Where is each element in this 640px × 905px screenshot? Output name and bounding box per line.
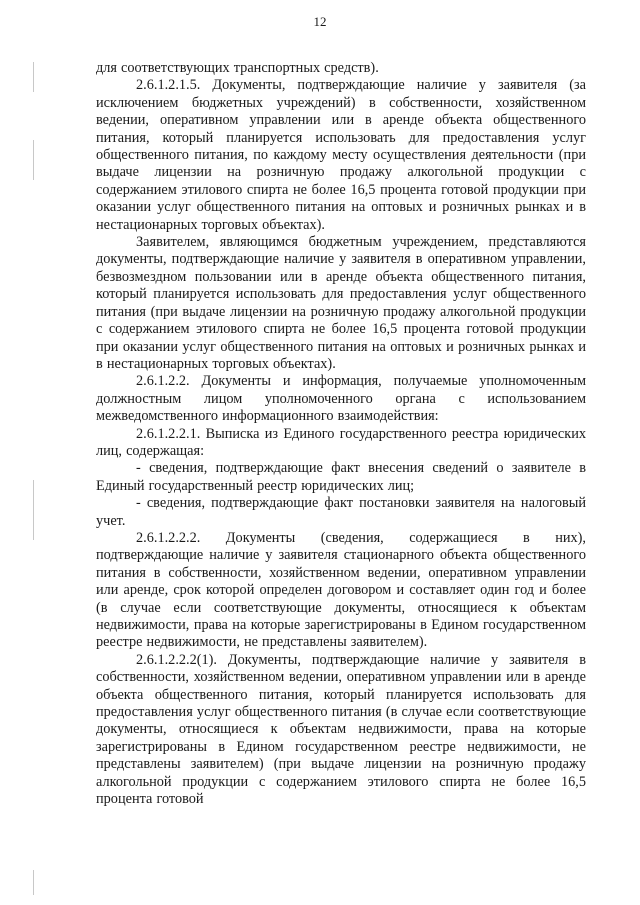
- list-item-tax-registration: - сведения, подтверждающие факт постановки заявителя на налоговый учет.: [96, 495, 586, 529]
- scan-margin-mark: [33, 870, 34, 895]
- scan-margin-mark: [33, 62, 34, 92]
- paragraph-2-6-1-2-1-5: 2.6.1.2.1.5. Документы, подтверждающие наличие у заявителя (за исключением бюджетных учреждений) в собственности, хозяйственном ведении, оперативном управлении или в аренде объекта общественного питания, который планируется использовать для предоставления услуг общественного питания, по каждому месту осуществления деятельности (при выдаче лицензии на розничную продажу алкогольной продукции с содержанием этилового спирта не более 16,5 процента готовой продукции при оказании услуг общественного питания на оптовых и розничных рынках и в нестационарных торговых объектах).: [96, 77, 586, 233]
- document-body: [96, 60, 586, 808]
- paragraph-2-6-1-2-2: 2.6.1.2.2. Документы и информация, получаемые уполномоченным должностным лицом уполномоченного органа с использованием межведомственного информационного взаимодействия:: [96, 373, 586, 425]
- list-item-registry-entry: - сведения, подтверждающие факт внесения сведений о заявителе в Единый государственный реестр юридических лиц;: [96, 460, 586, 494]
- scan-margin-mark: [33, 480, 34, 540]
- paragraph-2-6-1-2-2-2-1: 2.6.1.2.2.2(1). Документы, подтверждающие наличие у заявителя в собственности, хозяйственном ведении, оперативном управлении или в аренде объекта общественного питания, который планируется использовать для предоставления услуг общественного питания (в случае если соответствующие документы, относящиеся к объектам недвижимости, права на которые зарегистрированы в Едином государственном реестре недвижимости, не представлены заявителем) (при выдаче лицензии на розничную продажу алкогольной продукции с содержанием этилового спирта не более 16,5 процента готовой: [96, 651, 586, 808]
- paragraph-continuation: для соответствующих транспортных средств).: [96, 60, 379, 76]
- paragraph-2-6-1-2-2-2: 2.6.1.2.2.2. Документы (сведения, содержащиеся в них), подтверждающие наличие у заявителя стационарного объекта общественного питания в собственности, хозяйственном ведении, оперативном управлении или аренде, срок которой определен договором и составляет один год и более (в случае если соответствующие документы, относящиеся к объектам недвижимости, права на которые зарегистрированы в Едином государственном реестре недвижимости, не представлены заявителем).: [96, 529, 586, 651]
- paragraph-2-6-1-2-2-1: 2.6.1.2.2.1. Выписка из Единого государственного реестра юридических лиц, содержащая:: [96, 425, 586, 459]
- paragraph-budget-institution: Заявителем, являющимся бюджетным учреждением, представляются документы, подтверждающие наличие у заявителя в оперативном управлении, безвозмездном пользовании или в аренде объекта общественного питания, который планируется использовать для предоставления услуг общественного питания (при выдаче лицензии на розничную продажу алкогольной продукции с содержанием этилового спирта не более 16,5 процента готовой продукции при оказании услуг общественного питания на оптовых и розничных рынках и в нестационарных торговых объектах).: [96, 234, 586, 372]
- scan-margin-mark: [33, 140, 34, 180]
- page-number: 12: [313, 14, 327, 29]
